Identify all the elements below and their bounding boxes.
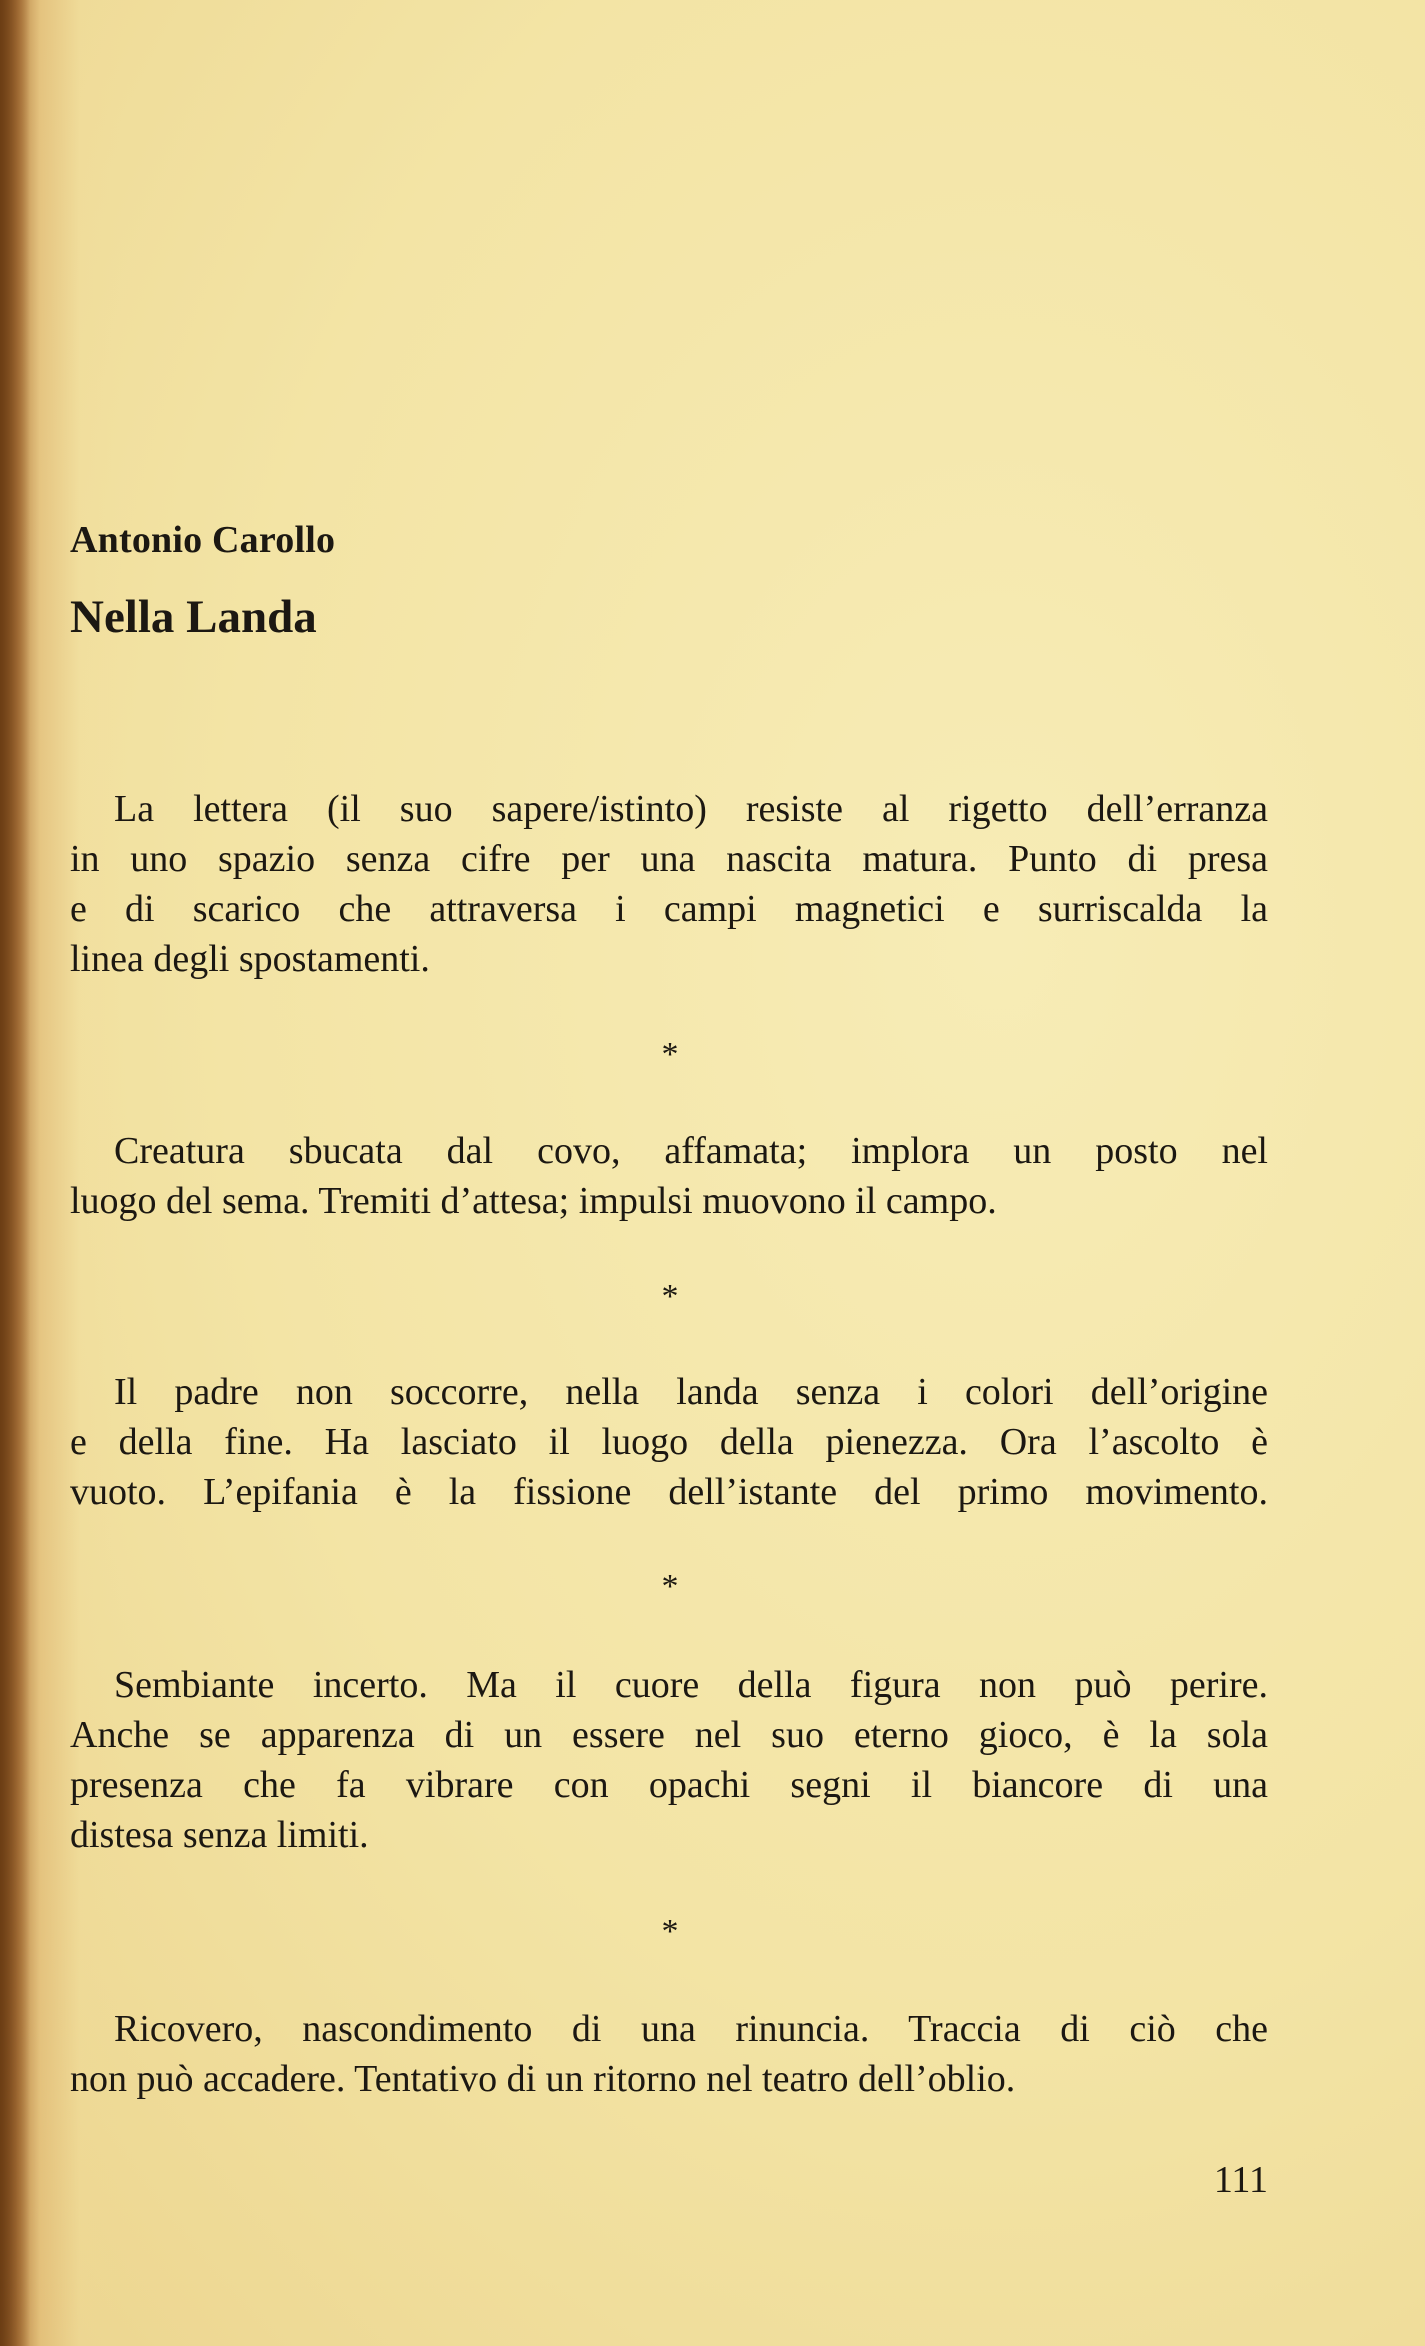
page-number: 111 xyxy=(1213,2159,1268,2201)
text-line: vuoto. L’epifania è la fissione dell’istante del primo movimento. xyxy=(70,1471,1268,1513)
section-separator: * xyxy=(661,1568,679,1605)
text-line: e della fine. Ha lasciato il luogo della pienezza. Ora l’ascolto è xyxy=(70,1421,1268,1463)
text-line: luogo del sema. Tremiti d’attesa; impulsi muovono il campo. xyxy=(70,1180,997,1222)
text-line: Sembiante incerto. Ma il cuore della figura non può perire. xyxy=(114,1664,1268,1706)
text-line: in uno spazio senza cifre per una nascita matura. Punto di presa xyxy=(70,838,1268,880)
text-line: distesa senza limiti. xyxy=(70,1814,369,1856)
section-separator: * xyxy=(661,1278,679,1315)
section-separator: * xyxy=(661,1036,679,1073)
section-separator: * xyxy=(661,1913,679,1950)
prose-section-3 xyxy=(70,1367,1268,1517)
book-spine-shadow xyxy=(0,0,30,2346)
prose-section-1 xyxy=(70,784,1268,984)
text-line: Il padre non soccorre, nella landa senza i colori dell’origine xyxy=(114,1371,1268,1413)
author-name: Antonio Carollo xyxy=(70,519,336,561)
text-line: Creatura sbucata dal covo, affamata; implora un posto nel xyxy=(114,1130,1268,1172)
text-line: Anche se apparenza di un essere nel suo eterno gioco, è la sola xyxy=(70,1714,1268,1756)
text-line: linea degli spostamenti. xyxy=(70,938,430,980)
text-line: e di scarico che attraversa i campi magnetici e surriscalda la xyxy=(70,888,1268,930)
text-line: La lettera (il suo sapere/istinto) resiste al rigetto dell’erranza xyxy=(114,788,1268,830)
poem-title: Nella Landa xyxy=(70,591,317,643)
text-line: Ricovero, nascondimento di una rinuncia. Traccia di ciò che xyxy=(114,2008,1268,2050)
text-line: non può accadere. Tentativo di un ritorno nel teatro dell’oblio. xyxy=(70,2058,1016,2100)
prose-section-2 xyxy=(70,1126,1268,1226)
prose-section-4 xyxy=(70,1660,1268,1860)
prose-section-5 xyxy=(70,2004,1268,2104)
text-line: presenza che fa vibrare con opachi segni il biancore di una xyxy=(70,1764,1268,1806)
